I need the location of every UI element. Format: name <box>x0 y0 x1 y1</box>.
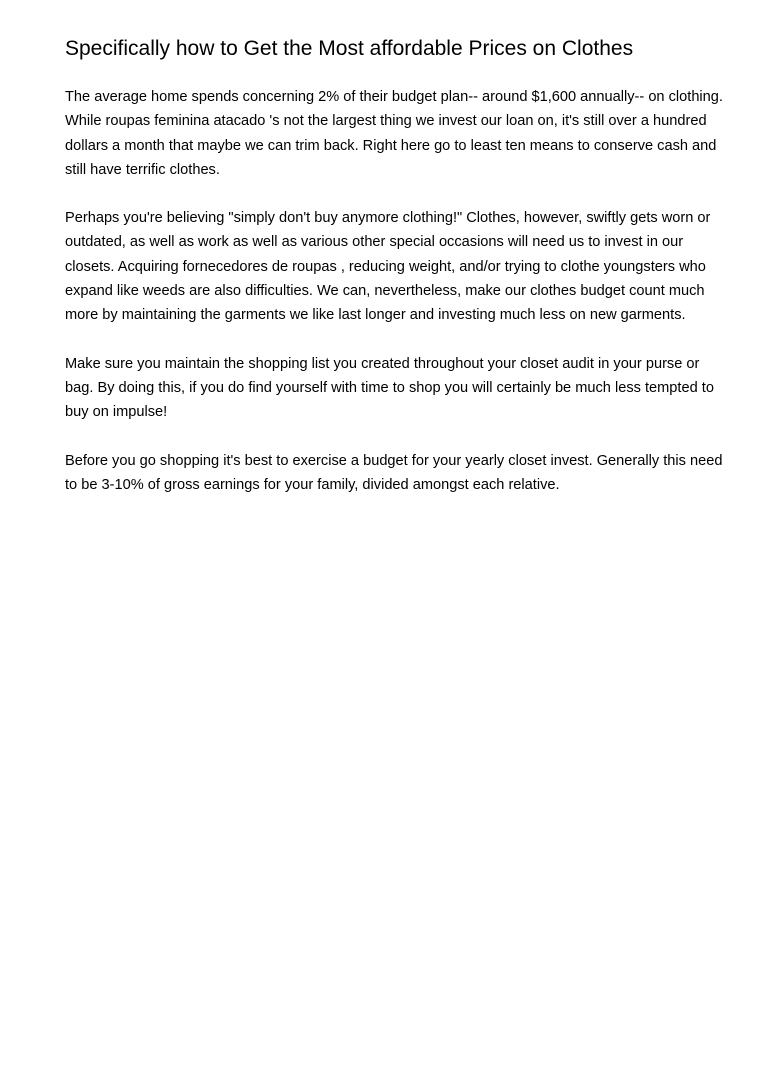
document-body <box>65 85 723 521</box>
paragraph: Make sure you maintain the shopping list you created throughout your closet audit in your purse or bag. By doing this, if you do find yourself with time to shop you will certainly be much less tempted to buy on impulse! <box>65 355 714 421</box>
document-title: Specifically how to Get the Most affordable Prices on Clothes <box>65 37 634 60</box>
paragraph: Before you go shopping it's best to exercise a budget for your yearly closet invest. Generally this need to be 3-10% of gross earnings for your family, divided amongst each relative. <box>65 452 723 493</box>
paragraph: Perhaps you're believing "simply don't buy anymore clothing!" Clothes, however, swiftly gets worn or outdated, as well as work as well as various other special occasions will need us to invest in our closets. Acquiring fornecedores de roupas , reducing weight, and/or trying to clothe youngsters who expand like weeds are also difficulties. We can, nevertheless, make our clothes budget count much more by maintaining the garments we like last longer and investing much less on new garments. <box>65 210 711 324</box>
paragraph: The average home spends concerning 2% of their budget plan-- around $1,600 annually-- on clothing. While roupas feminina atacado 's not the largest thing we invest our loan on, it's still over a hundred dollars a month that maybe we can trim back. Right here go to least ten means to conserve cash and still have terrific clothes. <box>65 89 723 178</box>
